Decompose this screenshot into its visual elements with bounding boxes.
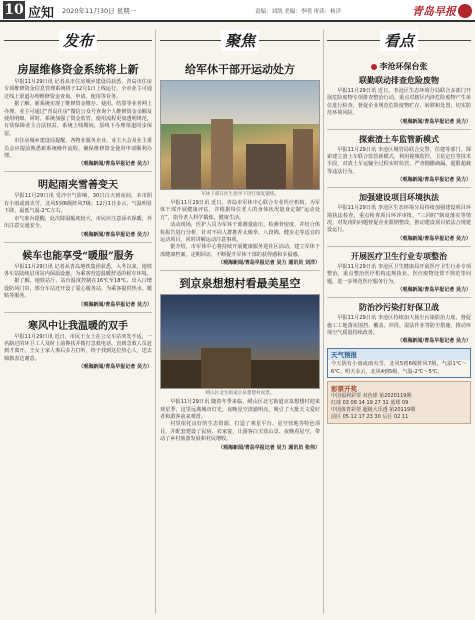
article-source: （观海新闻/青岛早报记者 吴力 通讯员 张伟） [217, 444, 320, 451]
column-divider [323, 30, 324, 614]
article-paragraph: 早报11月29日讯 李沧区持续加大扬尘污染防治力度，督促施工工地落实围挡、覆盖、冲洗、湿法作业等防尘措施，推动环境空气质量持续改善。 [327, 315, 471, 336]
article-maintenance-fund [4, 61, 152, 167]
column-title: 聚焦 [221, 30, 259, 51]
article-separator [4, 171, 152, 172]
article-source: （观海新闻/青岛早报记者 吴力） [397, 287, 471, 294]
article-paragraph: 早报11月29日讯 李沧区卫生健康局开展医疗卫生行业专项整治，重点整治医疗机构违规执业、医疗废物处置不规范等问题，进一步规范医疗服务行为。 [327, 263, 471, 285]
lottery-title: 彩票开奖 [331, 385, 357, 394]
article-photo [160, 294, 320, 389]
article-paragraph: 据了解，地铁站厅、站台温度控制在16℃至18℃，出入口增设防风门帘，部分车站还开设了爱心服务站，为乘客提供热水、暖贴等服务。 [4, 278, 152, 300]
article-source: （观海新闻/青岛早报记者 吴力） [397, 177, 471, 184]
special-section-name: 李沧环保台张 [379, 61, 428, 71]
article-paragraph: 早报11月29日讯 随着冬季来临，崂山区北宅街道京泉想想村迎来观星季，这里远离城市灯光，夜晚星空清澈明亮，吸引了大批天文爱好者和游客前来观赏。 [160, 399, 320, 421]
article-muck-truck [327, 134, 471, 184]
article-warm-hands [4, 317, 152, 371]
weather-box [327, 348, 471, 378]
lottery-line: 前区 05 12 17 23 30 后区 02 11 [331, 414, 409, 421]
article-paragraph: 村里依托良好的生态资源，打造了观星平台、星空营地等特色项目，并配套建设了民宿、农家宴，让游客白天赏山景、夜晚看星空，带动了乡村旅游发展和村民增收。 [160, 421, 320, 443]
article-separator [160, 270, 320, 271]
article-paragraph: 市住房城乡建设局提醒，各物业服务企业、业主大会及业主委员会应提前熟悉新系统操作流程，确保维修资金使用申请顺利办理。 [4, 138, 152, 160]
column-fabu [4, 58, 152, 614]
section-name: 应知 [28, 6, 55, 21]
column-header-jujiao [160, 30, 320, 60]
article-source: （观海新闻/青岛早报记者 吴力） [397, 118, 471, 125]
page-number: 10 [4, 2, 24, 18]
article-headline: 到京泉想想村看最美星空 [179, 277, 301, 291]
article-headline: 寒风中让我温暖的双手 [28, 320, 128, 332]
article-headline: 房屋维修资金系统将上新 [17, 63, 139, 76]
article-paragraph: 早报11月29日讯 记者从青岛地铁集团获悉，入冬以来，地铁各车站陆续启用站内保温设施，为乘客营造温暖舒适的候车环境。 [4, 263, 152, 277]
article-paragraph: 据介绍，市军休中心将持续开展健康服务进社区活动，建立军休干部健康档案，定期回访，不断提升军休干部的获得感和幸福感。 [160, 244, 320, 258]
article-paragraph: 早报11月29日讯 记者从市住房城乡建设局获悉，青岛市住房专项维修资金信息管理系统将于12月1日上线运行，全市业主可通过线上渠道办理维修资金查询、申请、使用等业务。 [4, 79, 152, 100]
brand-name: 青岛早报 [412, 4, 456, 18]
article-paragraph: 早报11月29日讯 李沧区城管局联合交警、住建等部门，探索建立渣土车联合监管新模式，利用视频监控、卫星定位等技术手段，对渣土车运输全过程实时监管，严查抛撒滴漏、超限超载等违法行为。 [327, 146, 471, 175]
lottery-line: 红球 03 08 14 19 27 31 蓝球 09 [331, 400, 409, 407]
column-header-kandian [327, 30, 471, 60]
article-paragraph: 早报11月29日讯 受冷空气影响，30日白天到夜间，本市阴有小雨或雨夹雪，北风5到6级阵风7级；12月1日多云，气温明显下降，最低气温-2℃左右。 [4, 193, 152, 215]
article-separator [327, 297, 471, 298]
article-paragraph: 市气象台提醒，此次降温幅度较大，市民应注意添衣保暖，外出注意交通安全。 [4, 215, 152, 230]
lottery-line: 中国体育彩票 超级大乐透 第20119期 [331, 407, 416, 414]
article-separator [327, 129, 471, 130]
column-divider [155, 30, 156, 614]
special-section-tag [327, 61, 471, 72]
article-paragraph: 活动现场，医护人员为军休干部测量血压、检测骨密度，并结合体检报告进行分析，针对不同人群推荐太极拳、八段锦、健步走等适宜的运动项目，同时讲解运动注意事项。 [160, 222, 320, 244]
article-source: （观海新闻/青岛早报记者 吴力） [78, 161, 152, 168]
editor-credits: 责编：刘凯 美编：李明 审读：杨洋 [255, 9, 341, 15]
column-header-fabu [4, 30, 152, 60]
article-separator [327, 187, 471, 188]
column-title: 看点 [380, 30, 418, 51]
article-paragraph: 早报11月29日讯 近日，市民王女士在公交车站突发不适，一名路过的环卫工人及时上前搀扶并拨打急救电话，直到急救人员赶到才离开。王女士家人事后多方打听，终于找到这位热心人，送去锦旗表达谢意。 [4, 333, 152, 362]
article-starry-sky [160, 275, 320, 450]
weather-text: 今天阴有小雨或雨夹雪，北风5到6级阵风7级，气温1℃～6℃。明天多云，北风4到5级，气温-2℃～5℃。 [331, 361, 467, 375]
article-exercise-prescription [160, 61, 320, 266]
article-headline: 探索渣土车监管新模式 [359, 133, 439, 144]
bullet-dot-icon [371, 64, 377, 70]
article-hazardous-waste [327, 75, 471, 125]
article-source: （观海新闻/青岛早报记者 吴力） [397, 235, 471, 242]
lottery-line: 中国福利彩票 双色球 第2020119期 [331, 393, 412, 400]
article-source: （观海新闻/青岛早报记者 吴力） [397, 338, 471, 345]
article-paragraph: 据了解，新系统实现了维修资金缴存、使用、结算等业务网上办理，业主可通过“青岛住房”微信公众号查询个人维修资金余额及使用明细。同时，系统加强了资金监管，使用流程更加透明规范，有效保障业主合法权益。系统上线期间，原线下办理渠道同步保留。 [4, 101, 152, 137]
weather-title: 天气预报 [328, 349, 470, 360]
article-headline: 候车也能享受“暖服”服务 [22, 250, 134, 262]
article-separator [327, 246, 471, 247]
article-medical-rectification [327, 251, 471, 293]
issue-date: 2020年11月30日 星期一 [62, 7, 137, 15]
article-source: （观海新闻/青岛早报记者 吴力） [78, 364, 152, 371]
lottery-box [327, 381, 471, 424]
column-title: 发布 [59, 30, 97, 51]
masthead-brand [412, 2, 472, 19]
article-headline: 开展医疗卫生行业专项整治 [351, 250, 447, 261]
article-headline: 联勤联动排查危险废物 [359, 75, 439, 85]
article-separator [4, 312, 152, 313]
article-source: （观海新闻/青岛早报记者 吴力） [78, 231, 152, 238]
article-headline: 加强建设项目环境执法 [359, 192, 439, 203]
photo-caption: 军休干部在医生指导下进行康复锻炼。 [200, 192, 280, 197]
article-sleet [4, 176, 152, 237]
article-headline: 明起雨夹雪善变天 [38, 180, 118, 192]
article-paragraph: 早报11月29日讯 李沧区生态环境分局持续加强建设项目环境执法检查，重点检查项目环评审批、“三同时”制度落实等情况，对发现的问题督促企业限期整改，推动建设项目依法合规建设运行。 [327, 205, 471, 234]
article-paragraph: 早报11月29日讯 近日，李沧区生态环境分局联合多部门开展危险废物专项排查整治行动，重点对辖区内涉危险废物产生单位进行检查，督促企业规范危险废物贮存、转移和处置，切实防范环境风险。 [327, 88, 471, 117]
article-paragraph: 早报11月29日讯 近日，青岛市军休中心联合专业医疗机构，为军休干部开展健康评估，并根据每位老人的身体状况量身定制“运动处方”，指导老人科学锻炼、健康生活。 [160, 200, 320, 221]
page-header [0, 0, 475, 22]
article-env-enforcement [327, 192, 471, 242]
article-headline: 防治沙污染打好保卫战 [359, 302, 439, 313]
article-warm-service [4, 247, 152, 308]
article-source: （观海新闻/青岛早报记者 吴力） [78, 301, 152, 308]
article-source: （观海新闻/青岛早报记者 吴力 通讯员 刘洋） [217, 260, 320, 267]
article-dust-control [327, 302, 471, 344]
brand-logo-icon [458, 4, 472, 18]
article-separator [4, 242, 152, 243]
column-kandian [327, 58, 471, 614]
article-headline: 给军休干部开运动处方 [185, 63, 295, 76]
article-photo [160, 80, 320, 190]
photo-caption: 崂山区北宅街道京泉想想村夜景。 [205, 391, 275, 397]
column-jujiao [160, 58, 320, 614]
